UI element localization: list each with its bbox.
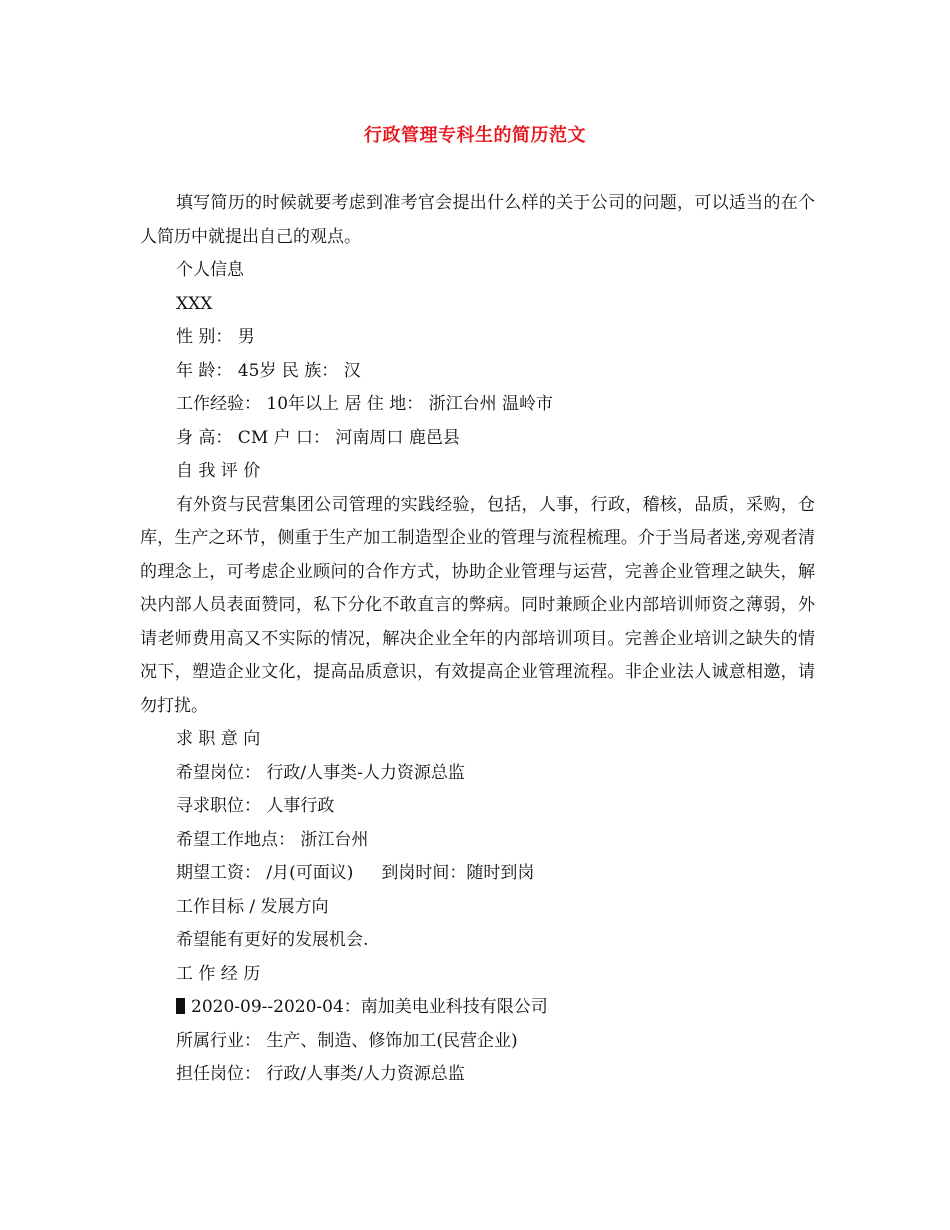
goal-text-line: 希望能有更好的发展机会.: [176, 930, 369, 950]
desired-location-line: 希望工作地点： 浙江台州: [176, 829, 369, 850]
document-body: [140, 187, 815, 1092]
experience-residence-line: 工作经验： 10年以上 居 住 地： 浙江台州 温岭市: [176, 394, 554, 414]
personal-info-heading: 个人信息: [176, 260, 244, 280]
work-history-heading: 工 作 经 历: [176, 963, 261, 984]
job-intention-heading: 求 职 意 向: [176, 729, 261, 749]
intro-paragraph: 填写简历的时候就要考虑到准考官会提出什么样的关于公司的问题，可以适当的在个人简历中就提出自己的观点。: [140, 193, 815, 247]
name-line: XXX: [176, 293, 213, 314]
expected-salary: 期望工资： /月(可面议): [176, 863, 354, 883]
self-evaluation-heading: 自 我 评 价: [176, 461, 261, 481]
work-entry-period-company: 2020-09--2020-04：南加美电业科技有限公司: [191, 997, 548, 1017]
work-entry-line: [140, 991, 815, 1025]
salary-availability-line: [140, 857, 815, 891]
desired-position-line: 希望岗位： 行政/人事类-人力资源总监: [176, 762, 465, 783]
sought-position-line: 寻求职位： 人事行政: [176, 796, 335, 816]
self-evaluation-paragraph: 有外资与民营集团公司管理的实践经验，包括，人事，行政，稽核，品质，采购，仓库，生产之环节，侧重于生产加工制造型企业的管理与流程梳理。介于当局者迷,旁观者清的理念上，可考虑企业顾问的合作方式，协助企业管理与运营，完善企业管理之缺失，解决内部人员表面赞同，私下分化不敢直言的弊病。同时兼顾企业内部培训师资之薄弱，外请老师费用高又不实际的情况，解决企业全年的内部培训项目。完善企业培训之缺失的情况下，塑造企业文化，提高品质意识，有效提高企业管理流程。非企业法人诚意相邀，请勿打扰。: [140, 494, 815, 716]
goal-heading-line: 工作目标 / 发展方向: [176, 896, 329, 917]
height-hukou-line: 身 高： CM 户 口： 河南周口 鹿邑县: [176, 427, 460, 448]
availability: 到岗时间：随时到岗: [381, 863, 535, 883]
position-line: 担任岗位： 行政/人事类/人力资源总监: [176, 1064, 465, 1084]
gender-line: 性 别： 男: [176, 327, 255, 347]
square-bullet-icon: [176, 998, 185, 1014]
age-ethnicity-line: 年 龄： 45岁 民 族： 汉: [176, 360, 361, 381]
industry-line: 所属行业： 生产、制造、修饰加工(民营企业): [176, 1030, 518, 1051]
document-title: 行政管理专科生的简历范文: [364, 125, 586, 146]
